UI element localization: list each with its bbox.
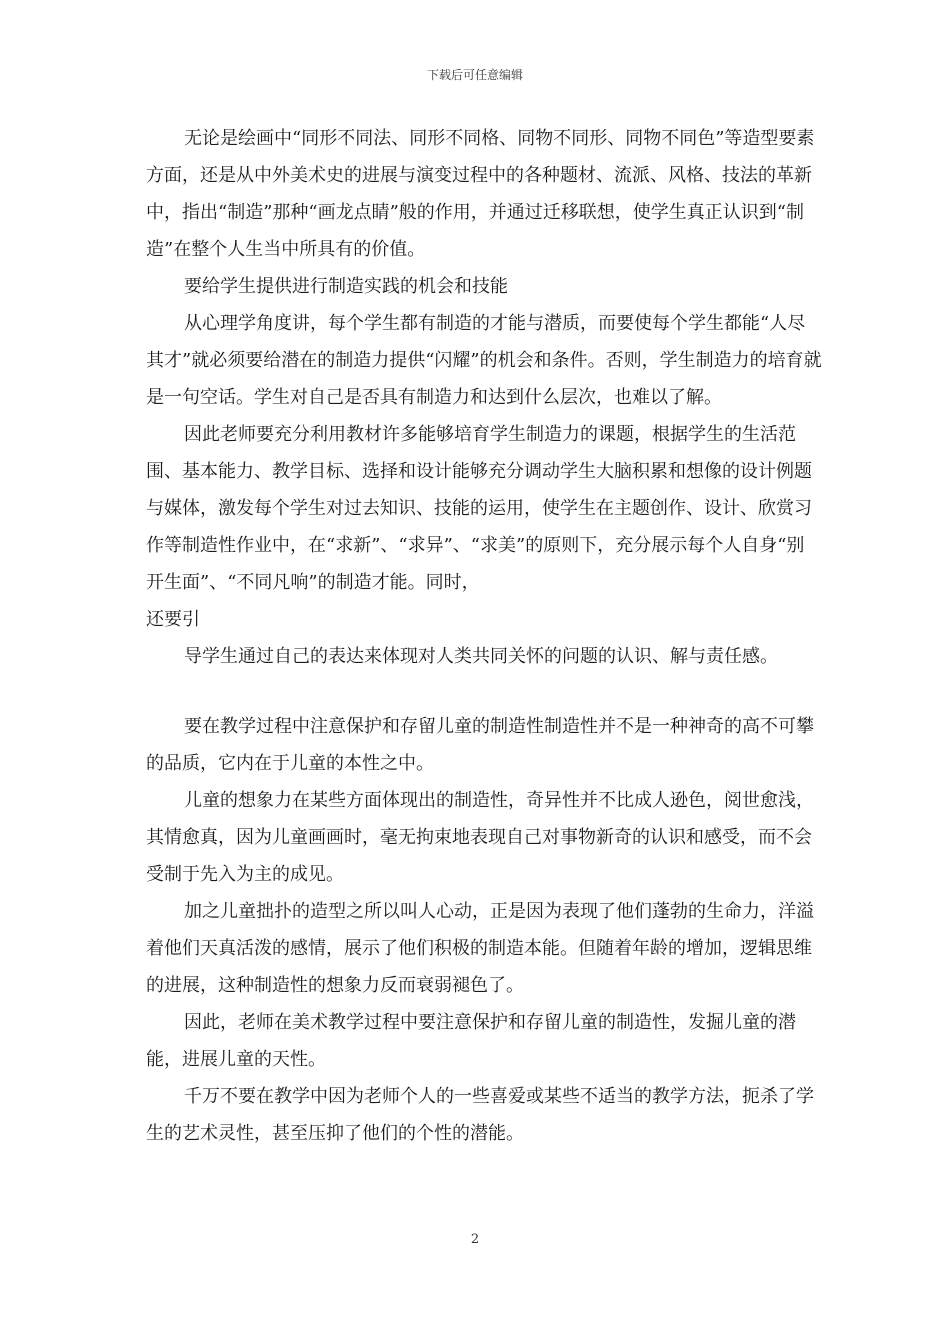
paragraph: 加之儿童拙扑的造型之所以叫人心动，正是因为表现了他们蓬勃的生命力，洋溢着他们天真活泼的感情，展示了他们积极的制造本能。但随着年龄的增加，逻辑思维的进展，这种制造性的想象力反而衰弱褪色了。 xyxy=(146,901,814,996)
paragraph: 千万不要在教学中因为老师个人的一些喜爱或某些不适当的教学方法，扼杀了学生的艺术灵性，甚至压抑了他们的个性的潜能。 xyxy=(146,1086,814,1144)
paragraph: 从心理学角度讲，每个学生都有制造的才能与潜质，而要使每个学生都能“人尽其才”就必须要给潜在的制造力提供“闪耀”的机会和条件。否则，学生制造力的培育就是一句空话。学生对自己是否具有制造力和达到什么层次，也难以了解。 xyxy=(146,313,822,408)
paragraph: 因此老师要充分利用教材许多能够培育学生制造力的课题，根据学生的生活范围、基本能力、教学目标、选择和设计能够充分调动学生大脑积累和想像的设计例题与媒体，激发每个学生对过去知识、技能的运用，使学生在主题创作、设计、欣赏习作等制造性作业中，在“求新”、“求异”、“求美”的原则下，充分展示每个人自身“别开生面”、“不同凡响”的制造才能。同时， xyxy=(146,424,812,593)
paragraph: 因此，老师在美术教学过程中要注意保护和存留儿童的制造性，发掘儿童的潜能，进展儿童的天性。 xyxy=(146,1012,796,1070)
page-number: 2 xyxy=(470,1232,480,1247)
paragraph: 导学生通过自己的表达来体现对人类共同关怀的问题的认识、解与责任感。 xyxy=(184,646,778,667)
paragraph: 要在教学过程中注意保护和存留儿童的制造性制造性并不是一种神奇的高不可攀的品质，它内在于儿童的本性之中。 xyxy=(146,716,814,774)
document-body xyxy=(146,120,822,1152)
section-heading: 要给学生提供进行制造实践的机会和技能 xyxy=(184,276,508,297)
paragraph: 儿童的想象力在某些方面体现出的制造性，奇异性并不比成人逊色，阅世愈浅，其情愈真，因为儿童画画时，毫无拘束地表现自己对事物新奇的认识和感受，而不会受制于先入为主的成见。 xyxy=(146,790,814,885)
paragraph-continuation: 还要引 xyxy=(146,609,200,630)
paragraph: 无论是绘画中“同形不同法、同形不同格、同物不同形、同物不同色”等造型要素方面，还是从中外美术史的进展与演变过程中的各种题材、流派、风格、技法的革新中，指出“制造”那种“画龙点睛”般的作用，并通过迁移联想，使学生真正认识到“制造”在整个人生当中所具有的价值。 xyxy=(146,128,815,260)
page-header: 下载后可任意编辑 xyxy=(426,68,523,82)
